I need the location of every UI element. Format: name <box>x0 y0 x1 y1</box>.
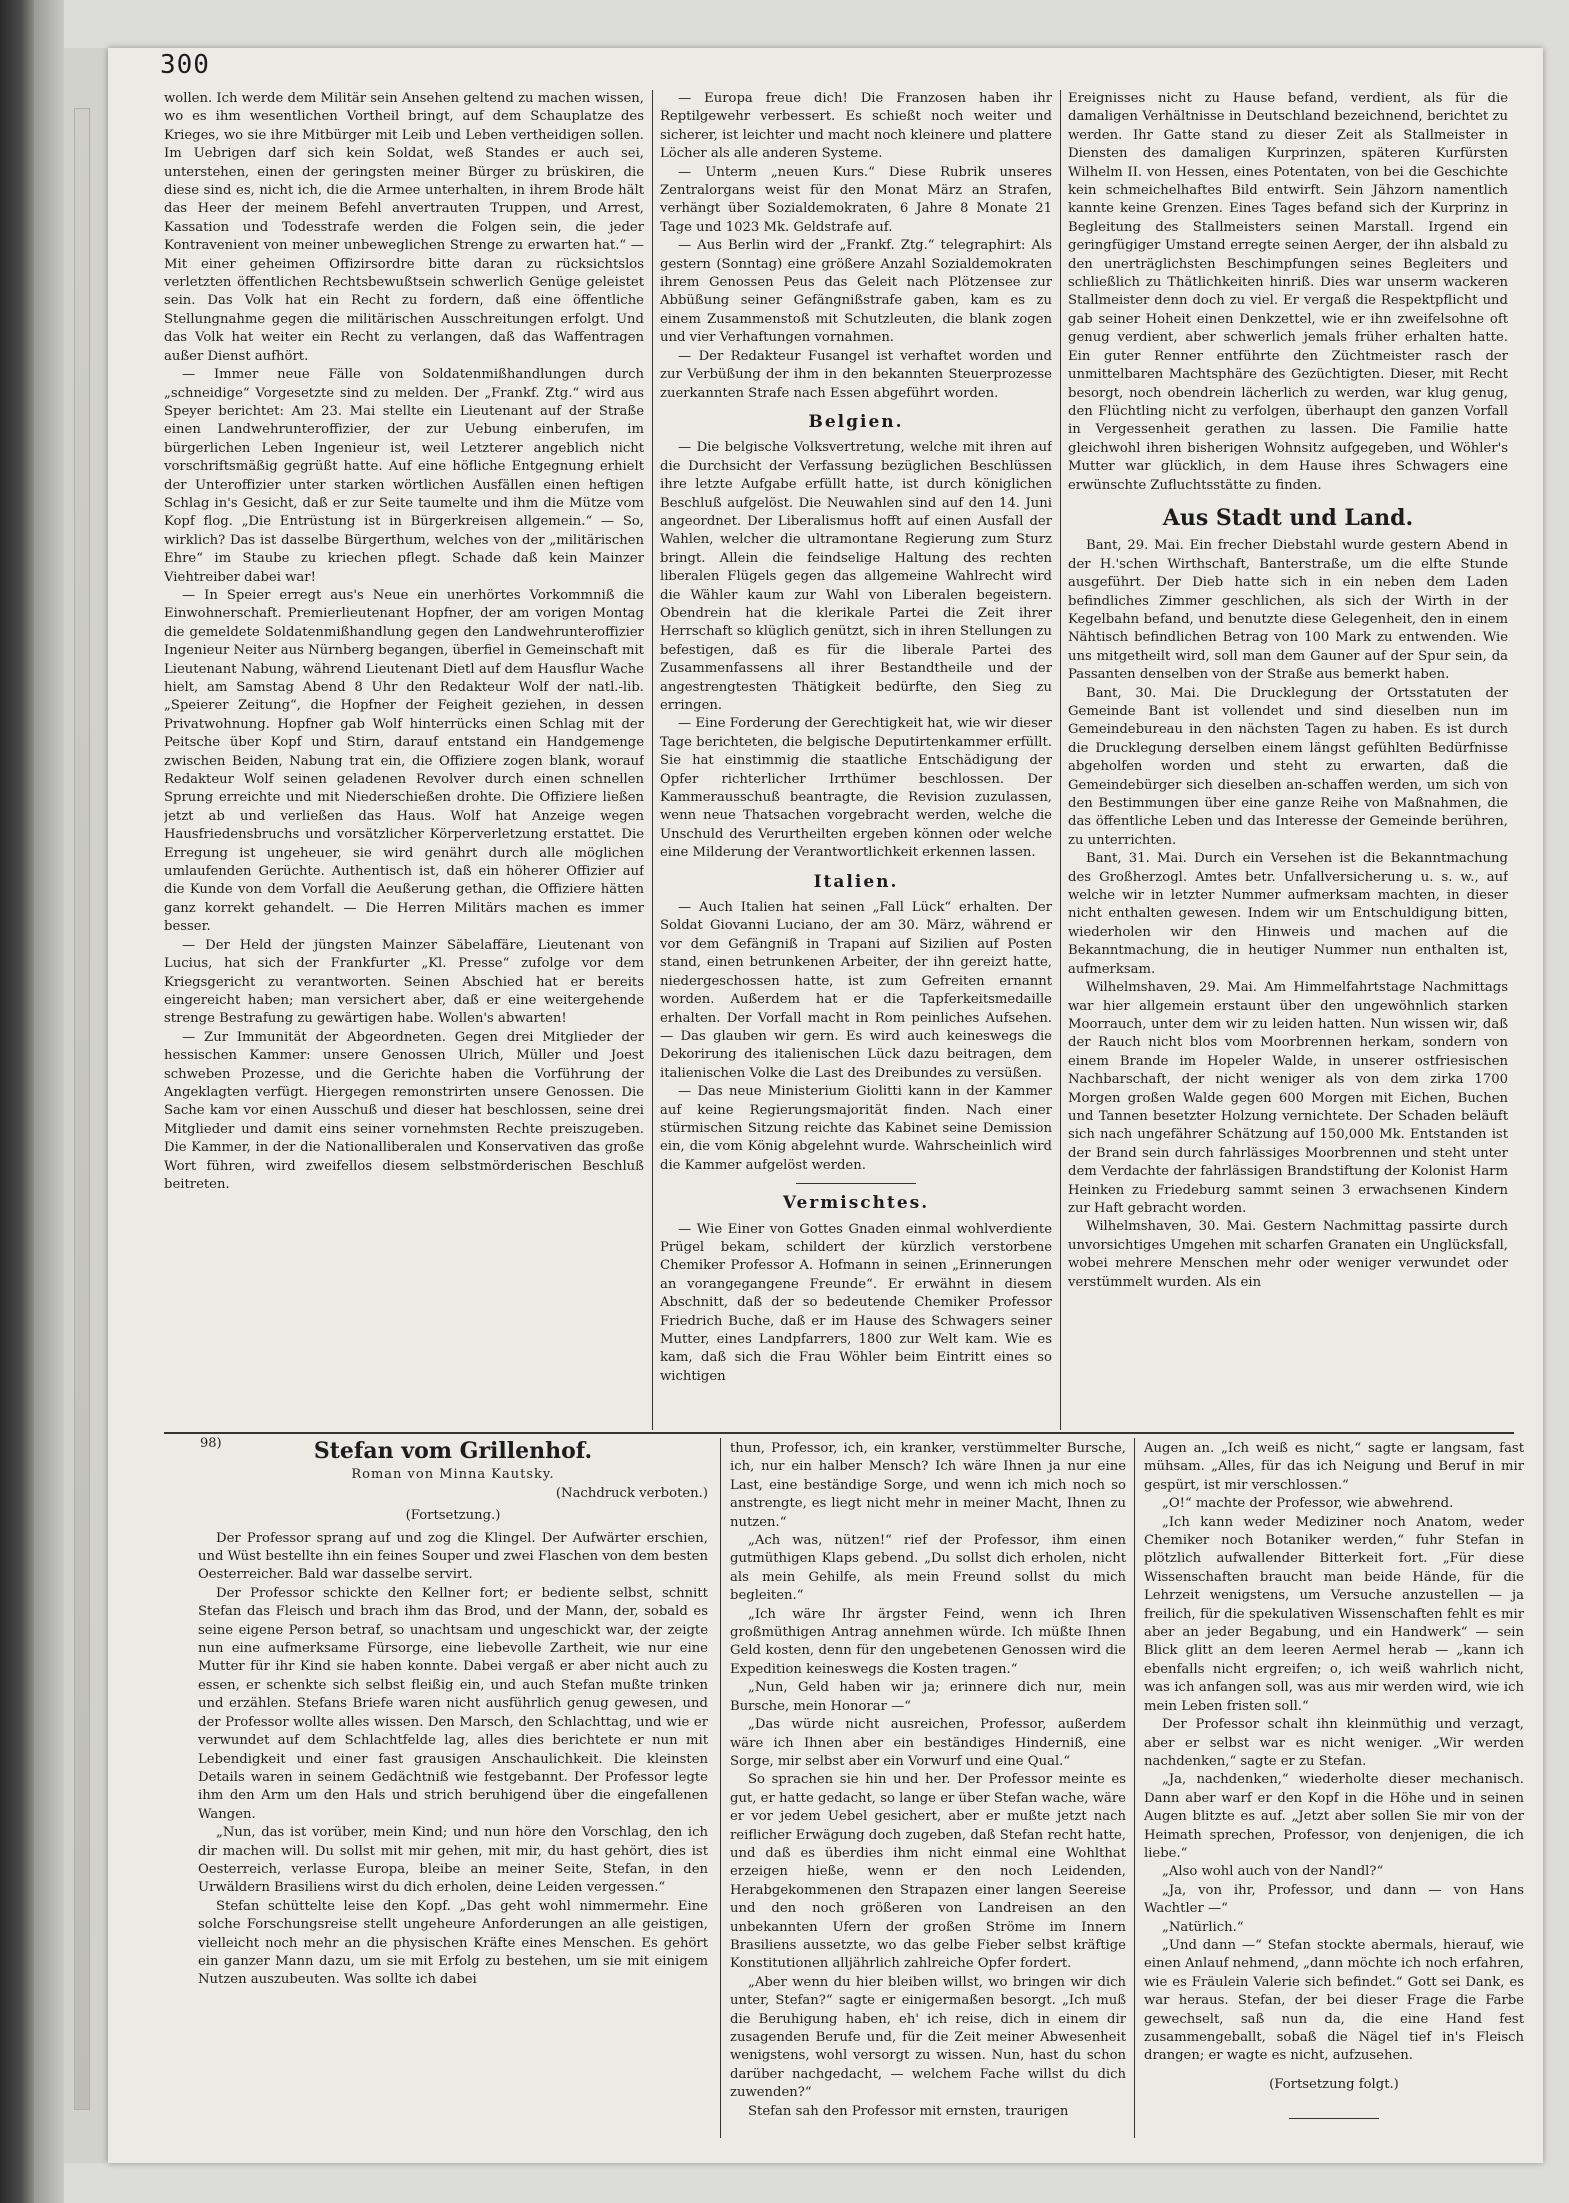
column-3 <box>1068 90 1508 1425</box>
novel-c3-p8: „Natürlich.“ <box>1162 1919 1244 1935</box>
col2-paragraph-6: — Eine Forderung der Gerechtigkeit hat, wie wir dieser Tage berichteten, die belgische Deputirtenkammer erfüllt. Sie hat einstimmig die staatliche Entschädigung der Opfer richterlicher Irrthümer beschlossen. Der Kammerausschuß beantragte, die Revision zuzulassen, wenn neue Thatsachen vorgebracht werden, welche die Unschuld des Verurtheilten ergeben können oder welche eine Milderung der Verantwortlichkeit erkennen lassen. <box>660 716 1052 861</box>
book-spine <box>0 0 34 2203</box>
col1-paragraph-3: — In Speier erregt aus's Neue ein unerhörtes Vorkommniß die Einwohnerschaft. Premierlieutenant Hopfner, der am vorigen Montag die gemeldete Soldatenmißhandlung gegen den Landwehrunteroffizier Ingenieur Neiter aus Nürnberg begangen, überfiel in Gemeinschaft mit Lieutenant Nabung, während Lieutenant Dietl auf dem Hausflur Wache hielt, am Samstag Abend 8 Uhr den Redakteur Wolf der natl.-lib. „Speierer Zeitung“, die Hopfner der Feigheit geziehen, in dessen Privatwohnung. Hopfner gab Wolf hinterrücks einen Schlag mit der Peitsche über Kopf und Stirn, darauf entstand ein Handgemenge zwischen Beiden, Nabung trat ein, die Offiziere zogen blank, worauf Redakteur Wolf seinen geladenen Revolver durch einen schnellen Sprung erreichte und mit Niederschießen drohte. Die Offiziere ließen jetzt ab und verließen das Haus. Wolf hat Anzeige wegen Hausfriedensbruchs und vorsätzlicher Körperverletzung erstattet. Die Erregung ist ungeheuer, sie wird genährt durch alle möglichen umlaufenden Gerüchte. Authentisch ist, daß ein höherer Offizier auf die Kunde von dem Vorfall die Aeußerung gethan, die Offiziere hätten ganz korrekt gehandelt. — Die Herren Militärs machen es immer besser. <box>164 587 644 935</box>
novel-c3-p9: „Und dann —“ Stefan stockte abermals, hierauf, wie einen Anlauf nehmend, „dann möchte ich noch erfahren, wie es Fräulein Valerie sich befindet.“ Gott sei Dank, es war heraus. Stefan, der bei dieser Frage die Farbe gewechselt, saß nun da, die eine Hand fest zusammengeballt, sobaß die Nägel tief in's Fleisch drangen; er wagte es nicht, aufzusehen. <box>1144 1937 1524 2064</box>
novel-c1-p1: Der Professor sprang auf und zog die Klingel. Der Aufwärter erschien, und Wüst bestellte ihn ein feines Souper und zwei Flaschen von dem besten Oesterreicher. Bald war dasselbe servirt. <box>198 1530 708 1583</box>
novel-c3-p5: „Ja, nachdenken,“ wiederholte dieser mechanisch. Dann aber warf er den Kopf in die Höhe und in seinen Augen blitzte es auf. „Jetzt aber sollen Sie mir von der Heimath sprechen, Professor, von denjenigen, die ich liebe.“ <box>1144 1772 1524 1861</box>
heading-vermischtes: Vermischtes. <box>782 1193 930 1214</box>
col2-paragraph-5: — Die belgische Volksvertretung, welche mit ihren auf die Durchsicht der Verfassung bezüglichen Beschlüssen ihre letzte Aufgabe erfüllt hatte, ist durch königlichen Beschluß aufgelöst. Die Neuwahlen sind auf den 14. Juni angeordnet. Der Liberalismus hofft auf einen Ausfall der Wahlen, welcher die ultramontane Regierung zum Sturz bringt. Allein die feindselige Haltung des rechten liberalen Flügels gegen das allgemeine Wahlrecht wird die Wähler kaum zur Wahl von Liberalen begeistern. Obendrein hat die klerikale Partei die Zeit ihrer Herrschaft so klüglich genützt, sich in ihren Stellungen zu befestigen, daß es für die liberale Partei des Zusammenfassens all ihrer Bestandtheile und der angestrengtesten Thätigkeit bedürfte, den Sieg zu erringen. <box>660 440 1052 713</box>
serial-number: 98) <box>200 1436 222 1451</box>
col2-paragraph-3: — Aus Berlin wird der „Frankf. Ztg.“ telegraphirt: Als gestern (Sonntag) eine größere Anzahl Sozialdemokraten ihrem Genossen Peus das Geleit nach Plötzensee zur Abbüßung seiner Gefängnißstrafe gaben, kam es zu einem Zusammenstoß mit Schutzleuten, die blank zogen und vier Verhaftungen vornahmen. <box>660 238 1052 346</box>
novel-c2-p2: „Ach was, nützen!“ rief der Professor, ihm einen gutmüthigen Klaps gebend. „Du sollst dich erholen, nicht als mein Gehilfe, als mein Freund sollst du mich begleiten.“ <box>730 1533 1126 1604</box>
column-divider-1 <box>652 90 653 1430</box>
col3-paragraph-1: Ereignisses nicht zu Hause befand, verdient, als für die damaligen Verhältnisse in Deutschland bezeichnend, berichtet zu werden. Ihr Gatte stand zu dieser Zeit als Stallmeister in Diensten des damaligen Kurprinzen, späteren Kurfürsten Wilhelm II. von Hessen, eines Potentaten, von bei die Geschichte kein schmeichelhaftes Bild entwirft. Sein Jähzorn namentlich kannte keine Grenzen. Eines Tages befand sich der Kurprinz in Begleitung des Stallmeisters seinen Marstall. Irgend ein geringfügiger Umstand erregte seinen Aerger, der ihn alsbald zu den unerträglichsten Beschimpfungen seines Begleiters und schließlich zu Thätlichkeiten hinriß. Dies war unserm wackeren Stallmeister denn doch zu viel. Er vergaß die Respektpflicht und gab seiner Hoheit einen Denkzettel, wie er ihn zweifelsohne oft genug verdient, aber schwerlich jemals früher erhalten hatte. Ein guter Renner entführte den Züchtmeister rasch der unmittelbaren Machtsphäre des Gezüchtigten. Dieser, mit Recht besorgt, noch obendrein lächerlich zu werden, war klug genug, den Flüchtling nicht zu verfolgen, überhaupt den ganzen Vorfall in Vergessenheit gerathen zu lassen. Die Familie hatte gleichwohl ihren bisherigen Wohnsitz aufgegeben, und Wöhler's Mutter war glücklich, in dem Hause ihres Schwagers eine erwünschte Zufluchtsstätte zu finden. <box>1068 91 1508 493</box>
col2-paragraph-2: — Unterm „neuen Kurs.“ Diese Rubrik unseres Zentralorgans weist für den Monat März an Strafen, verhängt über Sozialdemokraten, 6 Jahre 8 Monate 21 Tage und 1023 Mk. Geldstrafe auf. <box>660 164 1052 235</box>
col2-paragraph-1: — Europa freue dich! Die Franzosen haben ihr Reptilgewehr verbessert. Es schießt noch weiter und sicherer, ist leichter und macht noch kleinere und plattere Löcher als alle anderen Systeme. <box>660 91 1052 162</box>
novel-c3-p2: „O!“ machte der Professor, wie abwehrend. <box>1162 1496 1454 1512</box>
feuilleton-divider <box>164 1432 1514 1434</box>
col2-paragraph-4: — Der Redakteur Fusangel ist verhaftet worden und zur Verbüßung der ihm in den bekannten Steuerprozesse zuerkannten Strafe nach Essen abgeführt worden. <box>660 348 1052 401</box>
column-2 <box>660 90 1052 1425</box>
col3-paragraph-4: Bant, 31. Mai. Durch ein Versehen ist die Bekanntmachung des Großherzogl. Amtes betr. Unfallversicherung u. s. w., auf welche wir in letzter Nummer aufmerksam machten, in dieser nicht enthalten gewesen. Indem wir um Entschuldigung bitten, wiederholen wir den Hinweis und machen auf die Bekanntmachung, die in heutiger Nummer nun enthalten ist, aufmerksam. <box>1068 851 1508 977</box>
heading-aus-stadt-und-land: Aus Stadt und Land. <box>1162 504 1414 531</box>
novel-c3-p7: „Ja, von ihr, Professor, und dann — von Hans Wachtler —“ <box>1144 1882 1524 1917</box>
novel-c3-p3: „Ich kann weder Mediziner noch Anatom, weder Chemiker noch Botaniker werden,“ fuhr Stefan in plötzlich aufwallender Bitterkeit fort. „Für diese Wissenschaften braucht man beide Hände, für die Lehrzeit wenigstens, um Versuche anzustellen — ja freilich, für die spekulativen Wissenschaften fehlt es mir aber an jeder Begabung, und ein Handwerk“ — sein Blick glitt an dem leeren Aermel herab — „kann ich ebenfalls nicht ergreifen; o, ich weiß wahrlich nicht, was ich anfangen soll, was aus mir werden wird, wie ich mein Leben fristen soll.“ <box>1144 1514 1524 1714</box>
novel-divider-1 <box>720 1438 721 2138</box>
novel-column-3 <box>1144 1440 1524 2140</box>
col1-paragraph-1: wollen. Ich werde dem Militär sein Ansehen geltend zu machen wissen, wo es ihm wesentlichen Vortheil bringt, auf dem Schauplatze des Krieges, wo sie ihre Mitbürger mit Leib und Leben vertheidigen sollen. Im Uebrigen darf sich kein Soldat, weß Standes er auch sei, unterstehen, einen der geringsten meiner Bürger zu brüskiren, die diese sind es, nicht ich, die die Armee unterhalten, in ihrem Brode hält das Heer der meinem Befehl anvertrauten Truppen, und Arrest, Kassation und Todesstrafe werden die Folgen sein, die jeder Kontravenient von meiner unbeweglichen Strenge zu erwarten hat.“ — Mit einer geheimen Offizirsordre bitte daran zu rücksichtslos verletzten öffentlichen Rechtsbewußtsein schwerlich Genüge geleistet sein. Das Volk hat ein Recht zu fordern, daß eine öffentliche Stellungnahme gegen die militärischen Ausschreitungen erfolgt. Und das Volk hat weiter ein Recht zu verlangen, daß das Waffentragen außer Dienst aufhört. <box>164 91 644 364</box>
novel-author: Roman von Minna Kautsky. <box>351 1467 555 1483</box>
section-rule <box>796 1183 916 1184</box>
col3-paragraph-2: Bant, 29. Mai. Ein frecher Diebstahl wurde gestern Abend in der H.'schen Wirthschaft, Banterstraße, um die elfte Stunde ausgeführt. Der Dieb hatte sich in ein neben dem Laden befindliches Zimmer geschlichen, als sich der Wirth in der Kegelbahn befand, und benutzte diese Gelegenheit, den in einem Nähtisch befindlichen Betrag von 100 Mark zu entwenden. Wie uns mitgetheilt wird, soll man dem Gauner auf der Spur sein, da Passanten denselben von der Straße aus bemerkt haben. <box>1068 538 1508 683</box>
to-be-continued: (Fortsetzung folgt.) <box>1269 2076 1399 2092</box>
novel-c2-p3: „Ich wäre Ihr ärgster Feind, wenn ich Ihren großmüthigen Antrag annehmen würde. Ich müßte Ihnen Geld kosten, denn für den ungebetenen Genossen wird die Expedition keineswegs die Kosten tragen.“ <box>730 1606 1126 1677</box>
novel-column-1 <box>198 1440 708 2140</box>
binding-margin <box>64 48 109 2163</box>
novel-c2-p8: Stefan sah den Professor mit ernsten, traurigen <box>748 2103 1069 2119</box>
col3-paragraph-5: Wilhelmshaven, 29. Mai. Am Himmelfahrtstage Nachmittags war hier allgemein erstaunt über den ungewöhnlich starken Moorrauch, unter dem wir zu leiden hatten. Nun wissen wir, daß der Rauch nicht blos vom Moorbrennen herkam, sondern von einem Brande im Hopeler Walde, in unserer ostfriesischen Nachbarschaft, der nicht weniger als von dem zirka 1700 Morgen großen Walde gegen 600 Morgen mit Eichen, Buchen und Tannen besetzter Holzung vernichtete. Der Schaden beläuft sich nach ungefährer Schätzung auf 150,000 Mk. Entstanden ist der Brand sein durch fahrlässiges Moorbrennen und steht unter dem Verdachte der fahrlässigen Brandstiftung der Kolonist Harm Heinken zu Friedeburg sammt seinen 3 erwachsenen Kindern zur Haft gebracht worden. <box>1068 980 1508 1216</box>
column-divider-2 <box>1060 90 1061 1430</box>
novel-c1-p3: „Nun, das ist vorüber, mein Kind; und nun höre den Vorschlag, den ich dir machen will. Du sollst mit mir gehen, mit mir, du hast gehört, dies ist Oesterreich, verlasse Europa, bleibe an meiner Seite, Stefan, in den Urwäldern Brasiliens wirst du dich erholen, deine Leiden vergessen.“ <box>198 1825 708 1896</box>
col1-paragraph-2: — Immer neue Fälle von Soldatenmißhandlungen durch „schneidige“ Vorgesetzte sind zu melden. Der „Frankf. Ztg.“ wird aus Speyer berichtet: Am 23. Mai stellte ein Lieutenant auf der Straße einen Landwehrunteroffizier, der zur Uebung einberufen, im bürgerlichen Leben Ingenieur ist, weil Letzterer angeblich nicht vorschriftsmäßig gegrüßt hatte. Auf eine höfliche Entgegnung erhielt der Unteroffizier unter starken wörtlichen Ausfällen einen heftigen Schlag in's Gesicht, daß er zur Seite taumelte und ihm die Mütze vom Kopf flog. „Die Entrüstung ist in Bürgerkreisen allgemein.“ — So, wirklich? Das ist dasselbe Bürgerthum, welches von der „militärischen Ehre“ im Staube zu kriechen pflegt. Schade daß kein Mainzer Viehtreiber dabei war! <box>164 367 644 585</box>
column-1 <box>164 90 644 1425</box>
col2-paragraph-7: — Auch Italien hat seinen „Fall Lück“ erhalten. Der Soldat Giovanni Luciano, der am 30. März, während er vor dem Gefängniß in Trapani auf Sizilien auf Posten stand, einen betrunkenen Arbeiter, der ihn gereizt hatte, niedergeschossen hatte, ist zum Gefreiten ernannt worden. Außerdem hat er die Tapferkeitsmedaille erhalten. Der Vorfall macht in Rom peinliches Aufsehen. — Das glauben wir gern. Es wird auch keineswegs die Dekorirung des italienischen Lück dazu beitragen, dem italienischen Volke die Last des Dreibundes zu versüßen. <box>660 900 1052 1081</box>
heading-italien: Italien. <box>813 871 899 892</box>
binding-tab <box>74 108 90 2110</box>
novel-c3-p4: Der Professor schalt ihn kleinmüthig und verzagt, aber er selbst war es nicht weniger. „Wir werden nachdenken,“ sagte er zu Stefan. <box>1144 1717 1524 1769</box>
col1-paragraph-4: — Der Held der jüngsten Mainzer Säbelaffäre, Lieutenant von Lucius, hat sich der Frankfurter „Kl. Presse“ zufolge vor dem Kriegsgericht zu verantworten. Seinen Abschied hat er bereits eingereicht haben; man versichert aber, daß er eine weitergehende strenge Bestrafung zu gewärtigen habe. Wollen's abwarten! <box>164 937 644 1027</box>
novel-c3-p1: Augen an. „Ich weiß es nicht,“ sagte er langsam, fast mühsam. „Alles, für das ich Neigung und Beruf in mir gespürt, ist mir verschlossen.“ <box>1144 1441 1524 1493</box>
newspaper-page <box>108 48 1543 2163</box>
continuation-note: (Fortsetzung.) <box>405 1508 501 1524</box>
reprint-note: (Nachdruck verboten.) <box>555 1485 708 1501</box>
book-spine-edge <box>34 0 64 2203</box>
novel-title: Stefan vom Grillenhof. <box>313 1440 593 1464</box>
novel-column-2 <box>730 1440 1126 2140</box>
novel-c3-p6: „Also wohl auch von der Nandl?“ <box>1162 1864 1384 1880</box>
novel-divider-2 <box>1134 1438 1135 2138</box>
col3-paragraph-6: Wilhelmshaven, 30. Mai. Gestern Nachmittag passirte durch unvorsichtiges Umgehen mit scharfen Granaten ein Unglücksfall, wobei mehrere Menschen mehr oder weniger verwundet oder verstümmelt wurden. Als ein <box>1068 1219 1508 1290</box>
novel-c2-p5: „Das würde nicht ausreichen, Professor, außerdem wäre ich Ihnen aber ein beständiges Hinderniß, eine Sorge, mir selbst aber ein Vorwurf und eine Qual.“ <box>730 1717 1126 1769</box>
novel-c1-p2: Der Professor schickte den Kellner fort; er bediente selbst, schnitt Stefan das Fleisch und brach ihm das Brod, und der Mann, der, sobald es seine eigene Person betraf, so unachtsam und ungeschickt war, der zeigte nun eine aufmerksame Fürsorge, eine liebevolle Zartheit, wie nur eine Mutter für ihr Kind sie haben konnte. Dabei vergaß er aber nicht auch zu essen, er schenkte sich selbst fleißig ein, und auch Stefan mußte trinken und erzählen. Stefans Briefe waren nicht ausführlich genug gewesen, und der Professor wollte alles wissen. Den Marsch, den Schlachttag, und wie er verwundet auf dem Schlachtfelde lag, alles dies berichtete er nun mit Lebendigkeit und einer fast grausigen Anschaulichkeit. Die kleinsten Details waren in seinem Gedächtniß wie festgebannt. Der Professor legte ihm den Arm um den Hals und strich beruhigend über die eingefallenen Wangen. <box>198 1585 708 1822</box>
novel-c2-p4: „Nun, Geld haben wir ja; erinnere dich nur, mein Bursche, mein Honorar —“ <box>730 1680 1126 1714</box>
page-number: 300 <box>160 50 210 80</box>
col1-paragraph-5: — Zur Immunität der Abgeordneten. Gegen drei Mitglieder der hessischen Kammer: unsere Genossen Ulrich, Müller und Joest schweben Prozesse, und die Gerichte haben die Vorführung der Angeklagten verfügt. Hiergegen remonstrirten unsere Genossen. Die Sache kam vor einen Ausschuß und dieser hat beschlossen, seine drei Mitglieder und damit eins seiner vornehmsten Rechte preiszugeben. Die Kammer, in der die Nationalliberalen und Konservativen das große Wort führen, wird zweifellos diesem selbstmörderischen Beschluß beitreten. <box>164 1029 644 1192</box>
novel-c2-p6: So sprachen sie hin und her. Der Professor meinte es gut, er hatte gedacht, so lange er über Stefan wache, wäre er vor jedem Uebel gesichert, aber er mußte jetzt nach reiflicher Erwägung doch zugeben, daß Stefan recht hatte, und daß es überdies ihm nicht einmal eine Wohlthat erzeigen hieße, wenn er den noch Leidenden, Herabgekommenen den Strapazen einer langen Seereise und den noch größeren von Landreisen an den unbekannten Ufern der großen Ströme im Innern Brasiliens aussetzte, wo das gelbe Fieber selbst kräftige Konstitutionen alljährlich zahlreiche Opfer fordert. <box>730 1772 1126 1972</box>
col3-paragraph-3: Bant, 30. Mai. Die Drucklegung der Ortsstatuten der Gemeinde Bant ist vollendet und sind dieselben nun im Gemeindebureau in den nächsten Tagen zu haben. Es ist durch die Drucklegung derselben einem längst gefühlten Bedürfnisse abgeholfen worden und steht zu erwarten, daß die Gemeindebürger sich dieselben an-schaffen werden, um sich von den Bestimmungen über eine ganze Reihe von Maßnahmen, die das öffentliche Leben und das Interesse der Gemeinde berühren, zu unterrichten. <box>1068 685 1508 848</box>
heading-belgien: Belgien. <box>808 411 904 432</box>
col2-paragraph-9: — Wie Einer von Gottes Gnaden einmal wohlverdiente Prügel bekam, schildert der kürzlich verstorbene Chemiker Professor A. Hofmann in seinen „Erinnerungen an vorangegangene Freunde“. Er erwähnt in diesem Abschnitt, daß der so bedeutende Chemiker Professor Friedrich Buche, daß er im Hause des Schwagers seiner Mutter, eines Landpfarrers, 1800 zur Welt kam. Wie es kam, daß sich die Frau Wöhler beim Eintritt eines so wichtigen <box>660 1221 1052 1384</box>
end-rule <box>1289 2118 1379 2119</box>
novel-c2-p1: thun, Professor, ich, ein kranker, verstümmelter Bursche, ich, nur ein halber Mensch? Ich wäre Ihnen ja nur eine Last, eine beständige Sorge, und wenn ich mich noch so anstrengte, es liegt nicht mehr in meiner Macht, Ihnen zu nutzen.“ <box>730 1441 1126 1530</box>
col2-paragraph-8: — Das neue Ministerium Giolitti kann in der Kammer auf keine Regierungsmajorität finden. Nach einer stürmischen Sitzung reichte das Kabinet seine Demission ein, die vom König abgelehnt wurde. Wahrscheinlich wird die Kammer aufgelöst werden. <box>660 1084 1052 1173</box>
novel-c1-p4: Stefan schüttelte leise den Kopf. „Das geht wohl nimmermehr. Eine solche Forschungsreise stellt ungeheure Anforderungen an alle geistigen, vielleicht noch mehr an die physischen Kräfte eines Menschen. Es gehört ein ganzer Mann dazu, um sie mit Erfolg zu bestehen, um sie mit einigem Nutzen auszubeuten. Was sollte ich dabei <box>198 1898 708 1988</box>
novel-c2-p7: „Aber wenn du hier bleiben willst, wo bringen wir dich unter, Stefan?“ sagte er einigermaßen besorgt. „Ich muß die Beruhigung haben, eh' ich reise, dich in einem dir zusagenden Berufe und, für die Zeit meiner Abwesenheit wenigstens, wohl versorgt zu wissen. Nun, hast du schon darüber nachgedacht, — welchem Fache willst du dich zuwenden?“ <box>730 1974 1126 2101</box>
